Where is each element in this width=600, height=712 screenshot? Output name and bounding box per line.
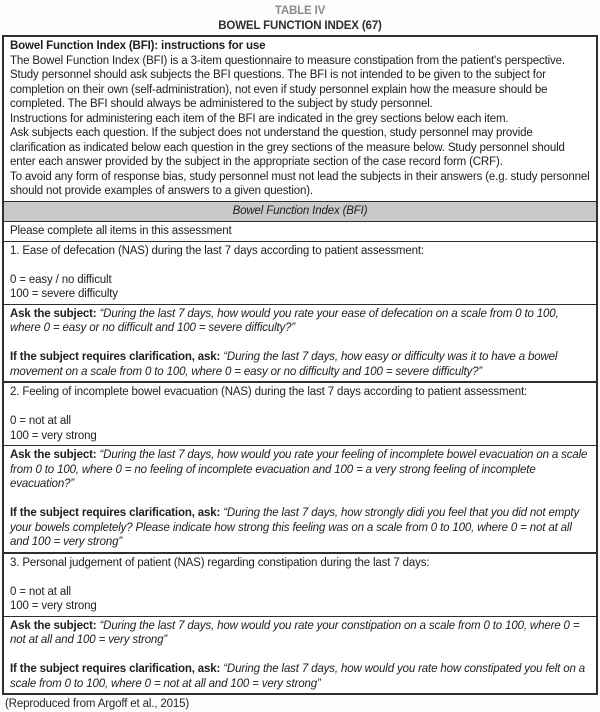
spacer [10,648,590,663]
intro-row: Please complete all items in this assessment [4,221,596,241]
instructions-paragraph: To avoid any form of response bias, study personnel must not lead the subjects in their answers (e.g. study personnel should not provide examples of answers to a given question). [10,170,590,197]
question-text: 1. Ease of defecation (NAS) during the last 7 days according to patient assessment: [10,244,424,257]
ask-row-2 [4,445,596,552]
scale-high: 100 = very strong [10,600,97,612]
clarification-line [10,350,590,379]
clarification-quote: “During the last 7 days, how strongly didi you feel that you did not empty your bowels completely? Please indicate how strong this feeling was on a scale from 0 to 100, where 0 = not at all and 100 = very strong” [10,507,580,548]
clarification-line [10,506,590,550]
scale-high: 100 = very strong [10,429,97,442]
spacer [10,492,590,507]
ask-subject-quote: “During the last 7 days, how would you rate your constipation on a scale from 0 to 100, where 0 = not at all and 100 = very strong” [10,619,580,646]
ask-subject-label: Ask the subject: [10,449,97,461]
ask-subject-quote: “During the last 7 days, how would you rate your feeling of incomplete bowel evacuation on a scale from 0 to 100, where 0 = no feeling of incomplete evacuation and 100 = a very strong feeling of incomplete evacuation?” [10,449,588,490]
question-row-1 [4,241,596,304]
ask-subject-label: Ask the subject: [10,619,97,632]
ask-subject-line [10,619,590,648]
scale-low: 0 = easy / no difficult [10,273,112,286]
question-row-2 [4,381,596,445]
clarification-quote: “During the last 7 days, how would you rate how constipated you felt on a scale from 0 to 100, where 0 = not at all and 100 = very strong” [10,663,585,690]
ask-row-1 [4,304,596,382]
clarification-label: If the subject requires clarification, ask: [10,663,221,675]
table-title [0,4,600,33]
spacer [10,400,590,415]
clarification-label: If the subject requires clarification, ask: [10,351,221,363]
instructions-paragraph: The Bowel Function Index (BFI) is a 3-item questionnaire to measure constipation from the patient's perspective. Study personnel should ask subjects the BFI questions. The BFI is not intended to be given to the subject for completion on their own (self-administration), not even if study personnel explain how the measure should be completed. The BFI should always be administered to the subject by study personnel. [10,54,565,110]
question-text: 2. Feeling of incomplete bowel evacuation (NAS) during the last 7 days according to patient assessment: [10,386,528,398]
scale-low: 0 = not at all [10,585,71,598]
clarification-line [10,662,590,691]
section-header-row: Bowel Function Index (BFI) [4,201,596,222]
instructions-heading: Bowel Function Index (BFI): instructions for use [10,40,266,52]
spacer [10,336,590,351]
ask-subject-line [10,448,590,492]
scale-low: 0 = not at all [10,415,71,427]
ask-subject-label: Ask the subject: [10,307,97,320]
instructions-paragraph: Instructions for administering each item of the BFI are indicated in the grey sections below each item. [10,112,509,125]
question-row-3 [4,552,596,616]
table-number: TABLE IV [274,5,326,17]
clarification-label: If the subject requires clarification, ask: [10,507,221,519]
ask-row-3 [4,616,596,694]
ask-subject-quote: “During the last 7 days, how would you rate your ease of defecation on a scale from 0 to 100, where 0 = easy or no difficult and 100 = severe difficulty?” [10,307,559,334]
question-text: 3. Personal judgement of patient (NAS) regarding constipation during the last 7 days: [10,556,430,569]
clarification-quote: “During the last 7 days, how easy or difficulty was it to have a bowel movement on a scale from 0 to 100, where 0 = easy or no difficulty and 100 = severe difficulty?” [10,351,558,378]
source-attribution: (Reproduced from Argoff et al., 2015) [5,698,190,710]
spacer [10,258,590,273]
scale-high: 100 = severe difficulty [10,288,118,300]
bfi-table [2,35,598,695]
table-caption: BOWEL FUNCTION INDEX (67) [218,19,382,32]
ask-subject-line [10,307,590,336]
instructions-paragraph: Ask subjects each question. If the subject does not understand the question, study personnel may provide clarification as indicated below each question in the grey sections of the measure below. Study personnel should enter each answer provided by the subject in the appropriate section of the case record form (CRF). [10,127,565,168]
instructions-row [4,37,596,201]
spacer [10,570,590,585]
